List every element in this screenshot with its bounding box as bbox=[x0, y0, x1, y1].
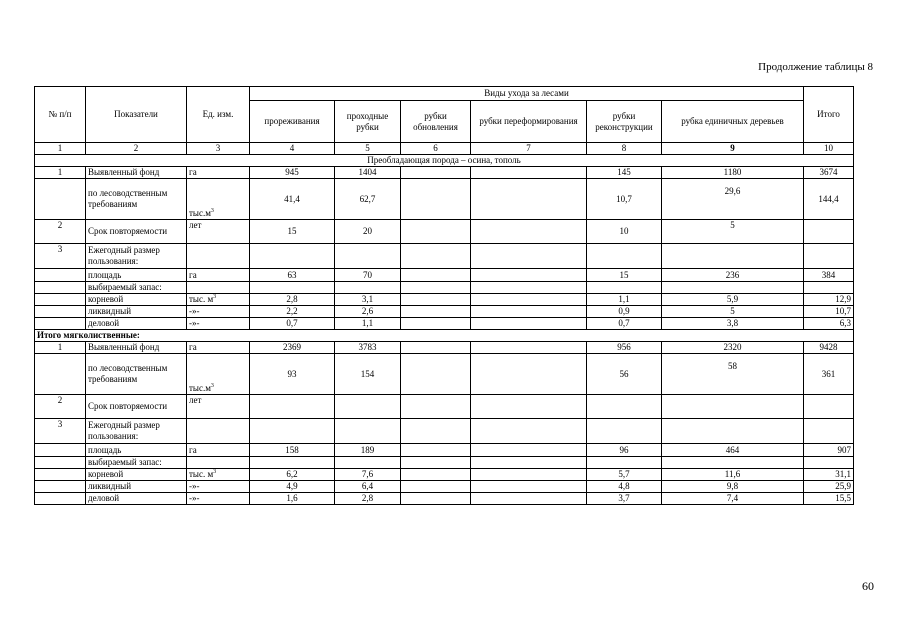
cell-value: 4,8 bbox=[587, 481, 662, 493]
empty-cell bbox=[335, 282, 401, 294]
row-label: деловой bbox=[86, 493, 187, 505]
col-number: 1 bbox=[35, 143, 86, 155]
unit-sup: 3 bbox=[210, 383, 214, 389]
row-unit: га bbox=[187, 269, 250, 282]
cell-value: 6,2 bbox=[250, 469, 335, 481]
cell-value: 236 bbox=[662, 269, 804, 282]
empty-cell bbox=[250, 244, 335, 269]
empty-cell bbox=[187, 244, 250, 269]
empty-cell bbox=[662, 457, 804, 469]
cell-value bbox=[401, 269, 471, 282]
row-num: 3 bbox=[35, 419, 86, 444]
empty-cell bbox=[335, 419, 401, 444]
row-label: выбираемый запас: bbox=[86, 457, 187, 469]
empty-cell bbox=[187, 419, 250, 444]
table-row bbox=[35, 469, 854, 481]
empty-cell bbox=[401, 419, 471, 444]
empty-cell bbox=[587, 282, 662, 294]
empty-cell bbox=[804, 244, 854, 269]
cell-total: 15,5 bbox=[804, 493, 854, 505]
empty-cell bbox=[471, 244, 587, 269]
cell-total: 907 bbox=[804, 444, 854, 457]
cell-value: 93 bbox=[250, 354, 335, 395]
page-number: 60 bbox=[862, 579, 874, 593]
col-number: 5 bbox=[335, 143, 401, 155]
cell-value: 20 bbox=[335, 220, 401, 244]
cell-total: 10,7 bbox=[804, 306, 854, 318]
cell-value bbox=[401, 481, 471, 493]
row-num: 3 bbox=[35, 244, 86, 269]
row-unit: га bbox=[187, 444, 250, 457]
cell-value bbox=[401, 306, 471, 318]
cell-value bbox=[471, 294, 587, 306]
header-type: рубки реконструкции bbox=[587, 101, 662, 143]
row-unit: -»- bbox=[187, 306, 250, 318]
row-num bbox=[35, 493, 86, 505]
col-number: 7 bbox=[471, 143, 587, 155]
cell-value: 3,8 bbox=[662, 318, 804, 330]
empty-cell bbox=[662, 282, 804, 294]
row-label: Ежегодный размер пользования: bbox=[86, 419, 187, 444]
cell-value: 5 bbox=[662, 220, 804, 244]
cell-total: 6,3 bbox=[804, 318, 854, 330]
cell-value: 2,2 bbox=[250, 306, 335, 318]
cell-value bbox=[401, 167, 471, 179]
row-num bbox=[35, 306, 86, 318]
empty-cell bbox=[335, 244, 401, 269]
table-row bbox=[35, 167, 854, 179]
header-type: прореживания bbox=[250, 101, 335, 143]
cell-total bbox=[804, 395, 854, 419]
section-title: Итого мягколиственные: bbox=[35, 330, 854, 342]
header-type: проходные рубки bbox=[335, 101, 401, 143]
empty-cell bbox=[401, 244, 471, 269]
forest-care-table bbox=[34, 86, 854, 505]
row-label: ликвидный bbox=[86, 306, 187, 318]
header-unit: Ед. изм. bbox=[187, 87, 250, 143]
table-row bbox=[35, 419, 854, 444]
row-label: ликвидный bbox=[86, 481, 187, 493]
cell-value: 10 bbox=[587, 220, 662, 244]
table-row bbox=[35, 282, 854, 294]
empty-cell bbox=[187, 282, 250, 294]
empty-cell bbox=[804, 457, 854, 469]
cell-value bbox=[401, 318, 471, 330]
table-row bbox=[35, 244, 854, 269]
row-unit: лет bbox=[187, 220, 250, 244]
cell-value bbox=[471, 167, 587, 179]
cell-value: 58 bbox=[662, 354, 804, 395]
empty-cell bbox=[662, 419, 804, 444]
cell-total: 12,9 bbox=[804, 294, 854, 306]
cell-value: 15 bbox=[250, 220, 335, 244]
cell-value: 3783 bbox=[335, 342, 401, 354]
empty-cell bbox=[250, 419, 335, 444]
table-row bbox=[35, 220, 854, 244]
cell-value bbox=[401, 469, 471, 481]
empty-cell bbox=[471, 419, 587, 444]
cell-value: 6,4 bbox=[335, 481, 401, 493]
row-unit: -»- bbox=[187, 493, 250, 505]
cell-value: 1404 bbox=[335, 167, 401, 179]
cell-value: 3,7 bbox=[587, 493, 662, 505]
cell-value bbox=[401, 444, 471, 457]
cell-value: 10,7 bbox=[587, 179, 662, 220]
cell-total: 31,1 bbox=[804, 469, 854, 481]
header-type: рубки переформирования bbox=[471, 101, 587, 143]
row-label: по лесоводственным требованиям bbox=[86, 354, 187, 395]
row-unit bbox=[187, 294, 250, 306]
cell-value: 41,4 bbox=[250, 179, 335, 220]
table-row bbox=[35, 481, 854, 493]
unit-text: тыс.м bbox=[189, 383, 211, 393]
row-num bbox=[35, 354, 86, 395]
cell-total: 361 bbox=[804, 354, 854, 395]
row-num bbox=[35, 457, 86, 469]
section-title: Преобладающая порода – осина, тополь bbox=[35, 155, 854, 167]
empty-cell bbox=[662, 244, 804, 269]
row-unit bbox=[187, 179, 250, 220]
table-row bbox=[35, 294, 854, 306]
cell-value bbox=[471, 493, 587, 505]
col-number: 4 bbox=[250, 143, 335, 155]
row-unit: га bbox=[187, 342, 250, 354]
table-row bbox=[35, 342, 854, 354]
cell-value bbox=[401, 294, 471, 306]
table-caption: Продолжение таблицы 8 bbox=[758, 61, 873, 73]
row-label: площадь bbox=[86, 444, 187, 457]
cell-value: 158 bbox=[250, 444, 335, 457]
cell-value: 945 bbox=[250, 167, 335, 179]
cell-value: 464 bbox=[662, 444, 804, 457]
header-num: № п/п bbox=[35, 87, 86, 143]
cell-total: 9428 bbox=[804, 342, 854, 354]
row-num bbox=[35, 318, 86, 330]
empty-cell bbox=[187, 457, 250, 469]
col-number: 2 bbox=[86, 143, 187, 155]
cell-value bbox=[471, 318, 587, 330]
row-unit: лет bbox=[187, 395, 250, 419]
row-num: 2 bbox=[35, 395, 86, 419]
cell-value bbox=[471, 444, 587, 457]
row-label: Выявленный фонд bbox=[86, 167, 187, 179]
row-unit: га bbox=[187, 167, 250, 179]
row-num: 1 bbox=[35, 167, 86, 179]
col-number: 3 bbox=[187, 143, 250, 155]
cell-value: 5,9 bbox=[662, 294, 804, 306]
row-num bbox=[35, 294, 86, 306]
cell-value: 145 bbox=[587, 167, 662, 179]
cell-value bbox=[401, 395, 471, 419]
cell-value: 4,9 bbox=[250, 481, 335, 493]
header-type: рубка единичных деревьев bbox=[662, 101, 804, 143]
table-row bbox=[35, 269, 854, 282]
table-row bbox=[35, 354, 854, 395]
cell-value: 2320 bbox=[662, 342, 804, 354]
cell-total: 3674 bbox=[804, 167, 854, 179]
cell-value: 2369 bbox=[250, 342, 335, 354]
cell-total bbox=[804, 220, 854, 244]
unit-text: тыс.м bbox=[189, 208, 211, 218]
table-row bbox=[35, 444, 854, 457]
row-unit: -»- bbox=[187, 318, 250, 330]
cell-value bbox=[471, 354, 587, 395]
cell-value: 11,6 bbox=[662, 469, 804, 481]
cell-total: 144,4 bbox=[804, 179, 854, 220]
header-indicators: Показатели bbox=[86, 87, 187, 143]
empty-cell bbox=[471, 457, 587, 469]
cell-value bbox=[401, 354, 471, 395]
cell-value: 0,7 bbox=[587, 318, 662, 330]
cell-value bbox=[471, 481, 587, 493]
section-title-row bbox=[35, 155, 854, 167]
cell-value: 5,7 bbox=[587, 469, 662, 481]
row-label: площадь bbox=[86, 269, 187, 282]
cell-value: 7,4 bbox=[662, 493, 804, 505]
row-unit: -»- bbox=[187, 481, 250, 493]
unit-sup: 3 bbox=[210, 208, 214, 214]
empty-cell bbox=[250, 282, 335, 294]
row-unit bbox=[187, 354, 250, 395]
empty-cell bbox=[587, 457, 662, 469]
cell-value: 7,6 bbox=[335, 469, 401, 481]
row-num bbox=[35, 444, 86, 457]
row-label: по лесоводственным требованиям bbox=[86, 179, 187, 220]
header-care-types: Виды ухода за лесами bbox=[250, 87, 804, 101]
cell-value: 9,8 bbox=[662, 481, 804, 493]
cell-value bbox=[587, 395, 662, 419]
cell-value: 956 bbox=[587, 342, 662, 354]
cell-value bbox=[471, 469, 587, 481]
cell-value bbox=[471, 306, 587, 318]
row-num: 1 bbox=[35, 342, 86, 354]
row-label: корневой bbox=[86, 469, 187, 481]
empty-cell bbox=[804, 282, 854, 294]
empty-cell bbox=[335, 457, 401, 469]
col-number: 6 bbox=[401, 143, 471, 155]
table-row bbox=[35, 306, 854, 318]
row-unit bbox=[187, 469, 250, 481]
cell-value bbox=[250, 395, 335, 419]
cell-value: 189 bbox=[335, 444, 401, 457]
row-num bbox=[35, 481, 86, 493]
col-number: 10 bbox=[804, 143, 854, 155]
cell-value: 62,7 bbox=[335, 179, 401, 220]
unit-sup: 3 bbox=[213, 294, 217, 300]
row-label: Ежегодный размер пользования: bbox=[86, 244, 187, 269]
cell-value: 1,6 bbox=[250, 493, 335, 505]
row-num bbox=[35, 282, 86, 294]
row-label: Выявленный фонд bbox=[86, 342, 187, 354]
row-label: Срок повторяемости bbox=[86, 395, 187, 419]
cell-value: 1,1 bbox=[587, 294, 662, 306]
cell-value: 3,1 bbox=[335, 294, 401, 306]
cell-value: 70 bbox=[335, 269, 401, 282]
empty-cell bbox=[401, 282, 471, 294]
cell-value: 96 bbox=[587, 444, 662, 457]
cell-value bbox=[471, 269, 587, 282]
cell-total: 384 bbox=[804, 269, 854, 282]
empty-cell bbox=[587, 419, 662, 444]
cell-value bbox=[471, 395, 587, 419]
row-label: корневой bbox=[86, 294, 187, 306]
column-number-row bbox=[35, 143, 854, 155]
cell-value bbox=[401, 342, 471, 354]
header-total: Итого bbox=[804, 87, 854, 143]
cell-total: 25,9 bbox=[804, 481, 854, 493]
cell-value: 2,8 bbox=[335, 493, 401, 505]
empty-cell bbox=[471, 282, 587, 294]
cell-value: 0,7 bbox=[250, 318, 335, 330]
cell-value: 29,6 bbox=[662, 179, 804, 220]
unit-text: тыс. м bbox=[189, 294, 214, 304]
cell-value bbox=[471, 342, 587, 354]
section-title-row bbox=[35, 330, 854, 342]
cell-value bbox=[662, 395, 804, 419]
table-row bbox=[35, 395, 854, 419]
cell-value bbox=[401, 179, 471, 220]
col-number: 9 bbox=[662, 143, 804, 155]
unit-text: тыс. м bbox=[189, 469, 214, 479]
table-row bbox=[35, 493, 854, 505]
row-label: деловой bbox=[86, 318, 187, 330]
cell-value: 5 bbox=[662, 306, 804, 318]
col-number: 8 bbox=[587, 143, 662, 155]
table-row bbox=[35, 457, 854, 469]
header-type: рубки обновления bbox=[401, 101, 471, 143]
header-row-1 bbox=[35, 87, 854, 101]
cell-value: 154 bbox=[335, 354, 401, 395]
row-num bbox=[35, 269, 86, 282]
cell-value: 2,8 bbox=[250, 294, 335, 306]
row-num: 2 bbox=[35, 220, 86, 244]
cell-value: 1,1 bbox=[335, 318, 401, 330]
cell-value bbox=[471, 220, 587, 244]
row-label: Срок повторяемости bbox=[86, 220, 187, 244]
empty-cell bbox=[804, 419, 854, 444]
empty-cell bbox=[401, 457, 471, 469]
cell-value: 15 bbox=[587, 269, 662, 282]
empty-cell bbox=[250, 457, 335, 469]
table-row bbox=[35, 318, 854, 330]
row-label: выбираемый запас: bbox=[86, 282, 187, 294]
table-row bbox=[35, 179, 854, 220]
cell-value bbox=[335, 395, 401, 419]
unit-sup: 3 bbox=[213, 469, 217, 475]
cell-value: 56 bbox=[587, 354, 662, 395]
row-num bbox=[35, 179, 86, 220]
cell-value: 2,6 bbox=[335, 306, 401, 318]
cell-value: 0,9 bbox=[587, 306, 662, 318]
row-num bbox=[35, 469, 86, 481]
cell-value bbox=[401, 220, 471, 244]
cell-value bbox=[401, 493, 471, 505]
cell-value: 63 bbox=[250, 269, 335, 282]
empty-cell bbox=[587, 244, 662, 269]
cell-value bbox=[471, 179, 587, 220]
cell-value: 1180 bbox=[662, 167, 804, 179]
